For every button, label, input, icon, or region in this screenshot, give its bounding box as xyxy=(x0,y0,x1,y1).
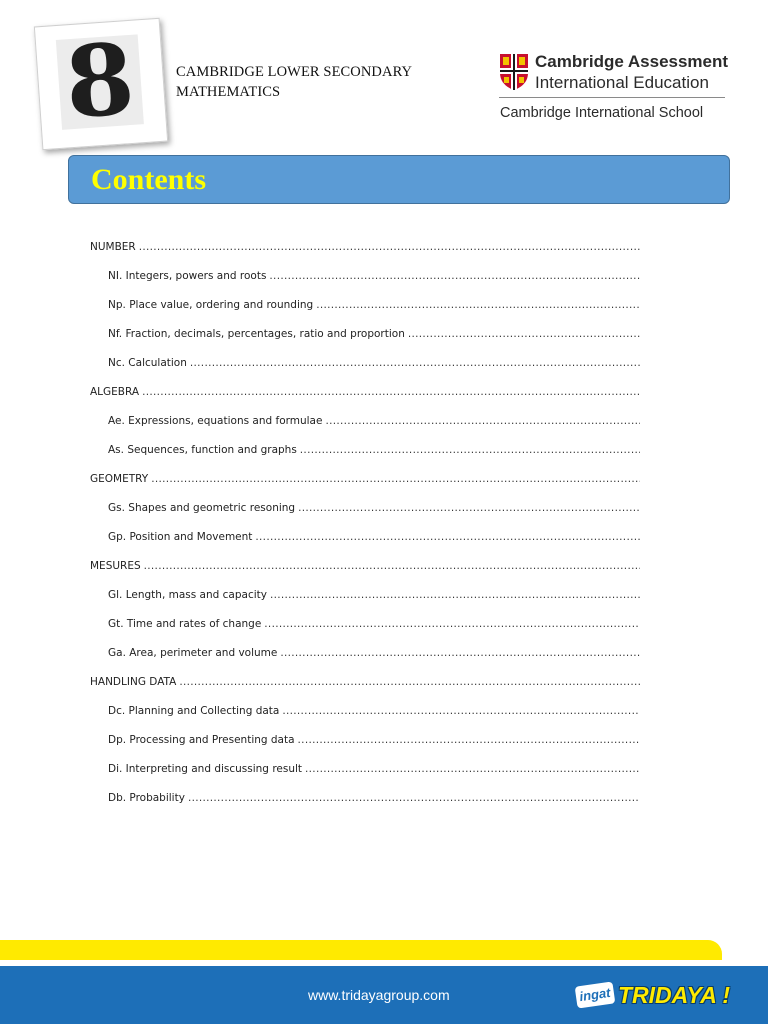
toc-entry-label: ALGEBRA xyxy=(90,386,140,398)
toc-subsection-row[interactable] xyxy=(90,584,640,613)
toc-section-row[interactable] xyxy=(90,381,640,410)
toc-entry-label: NI. Integers, powers and roots xyxy=(108,270,267,282)
toc-subsection-row[interactable] xyxy=(90,758,640,787)
brand-name: Cambridge Assessment xyxy=(535,52,729,71)
toc-entry-label: Gt. Time and rates of change xyxy=(108,618,262,630)
toc-entry-label: Nc. Calculation xyxy=(108,357,187,369)
toc-entry-label: GEOMETRY xyxy=(90,473,149,485)
toc-entry-label: Db. Probability xyxy=(108,792,185,804)
toc-entry-label: Ga. Area, perimeter and volume xyxy=(108,647,278,659)
toc-dot-leader xyxy=(298,497,640,519)
subject-title-line2: MATHEMATICS xyxy=(176,84,281,100)
subject-title xyxy=(176,62,412,102)
toc-entry-label: Dp. Processing and Presenting data xyxy=(108,734,295,746)
toc-dot-leader xyxy=(280,642,640,664)
subject-title-line1: CAMBRIDGE LOWER SECONDARY xyxy=(176,64,413,80)
toc-subsection-row[interactable] xyxy=(90,497,640,526)
school-name: Cambridge International School xyxy=(500,105,704,121)
toc-dot-leader xyxy=(144,555,640,577)
toc-subsection-row[interactable] xyxy=(90,613,640,642)
tridaya-logo xyxy=(576,980,736,1012)
footer-accent-stripe xyxy=(0,940,722,960)
toc-section-row[interactable] xyxy=(90,468,640,497)
toc-subsection-row[interactable] xyxy=(90,642,640,671)
toc-dot-leader xyxy=(190,352,640,374)
logo-tag xyxy=(575,981,616,1008)
toc-subsection-row[interactable] xyxy=(90,526,640,555)
brand-divider xyxy=(499,97,725,98)
toc-dot-leader xyxy=(255,526,640,548)
toc-section-row[interactable] xyxy=(90,236,640,265)
footer-bar xyxy=(0,966,768,1024)
toc-dot-leader xyxy=(305,758,640,780)
toc-dot-leader xyxy=(151,468,640,490)
toc-subsection-row[interactable] xyxy=(90,787,640,816)
contents-title: Contents xyxy=(91,163,207,196)
toc-dot-leader xyxy=(139,236,640,258)
grade-badge xyxy=(34,18,168,150)
toc-entry-label: HANDLING DATA xyxy=(90,676,177,688)
toc-entry-label: Ae. Expressions, equations and formulae xyxy=(108,415,323,427)
toc-dot-leader xyxy=(298,729,640,751)
toc-subsection-row[interactable] xyxy=(90,265,640,294)
toc-dot-leader xyxy=(179,671,640,693)
table-of-contents xyxy=(90,236,640,816)
grade-number: 8 xyxy=(61,21,138,142)
toc-entry-label: Np. Place value, ordering and rounding xyxy=(108,299,314,311)
toc-subsection-row[interactable] xyxy=(90,410,640,439)
toc-dot-leader xyxy=(269,265,640,287)
toc-dot-leader xyxy=(282,700,640,722)
website-link[interactable]: www.tridayagroup.com xyxy=(308,987,450,1003)
toc-subsection-row[interactable] xyxy=(90,729,640,758)
toc-dot-leader xyxy=(300,439,640,461)
logo-tag-text: ingat xyxy=(578,984,612,1005)
contents-banner xyxy=(68,155,730,204)
toc-subsection-row[interactable] xyxy=(90,439,640,468)
toc-entry-label: MESURES xyxy=(90,560,141,572)
toc-entry-label: Gs. Shapes and geometric resoning xyxy=(108,502,296,514)
cambridge-logo xyxy=(499,52,727,124)
grade-badge-panel xyxy=(56,21,144,142)
cambridge-shield-icon xyxy=(499,53,529,91)
brand-subname: International Education xyxy=(535,73,709,92)
toc-dot-leader xyxy=(264,613,640,635)
toc-section-row[interactable] xyxy=(90,671,640,700)
toc-subsection-row[interactable] xyxy=(90,352,640,381)
toc-dot-leader xyxy=(270,584,640,606)
toc-dot-leader xyxy=(408,323,640,345)
toc-entry-label: Dc. Planning and Collecting data xyxy=(108,705,280,717)
toc-subsection-row[interactable] xyxy=(90,294,640,323)
toc-subsection-row[interactable] xyxy=(90,323,640,352)
toc-entry-label: Nf. Fraction, decimals, percentages, ratio and proportion xyxy=(108,328,405,340)
toc-subsection-row[interactable] xyxy=(90,700,640,729)
toc-dot-leader xyxy=(316,294,640,316)
toc-entry-label: Gp. Position and Movement xyxy=(108,531,253,543)
logo-wordmark: TRIDAYA ! xyxy=(618,982,731,1008)
toc-section-row[interactable] xyxy=(90,555,640,584)
toc-entry-label: As. Sequences, function and graphs xyxy=(108,444,297,456)
toc-entry-label: NUMBER xyxy=(90,241,136,253)
toc-dot-leader xyxy=(325,410,640,432)
toc-entry-label: Gl. Length, mass and capacity xyxy=(108,589,267,601)
toc-entry-label: Di. Interpreting and discussing result xyxy=(108,763,303,775)
toc-dot-leader xyxy=(142,381,640,403)
toc-dot-leader xyxy=(188,787,640,809)
